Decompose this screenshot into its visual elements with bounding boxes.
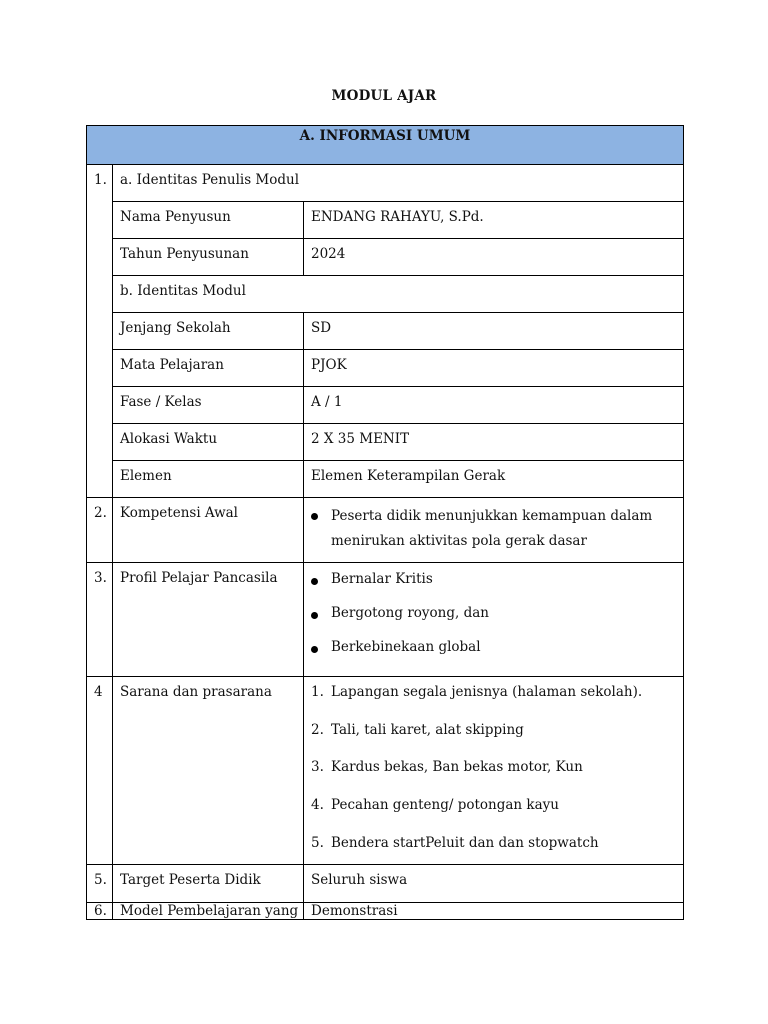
list-item-number: 1. (311, 684, 324, 700)
table-row (87, 165, 684, 202)
table-row (87, 350, 684, 387)
field-value (304, 677, 684, 865)
list-item-number: 4. (311, 797, 324, 813)
list-item-text: Peserta didik menunjukkan kemampuan dalam menirukan aktivitas pola gerak dasar (331, 508, 653, 549)
list-item-number: 5. (311, 835, 324, 851)
table-row (87, 461, 684, 498)
field-value: Elemen Keterampilan Gerak (304, 461, 684, 498)
list-item (311, 835, 683, 863)
row-number: 6. (87, 903, 113, 920)
field-label: Profil Pelajar Pancasila (113, 563, 304, 677)
list-item-text: Berkebinekaan global (331, 639, 481, 655)
list-item (311, 605, 683, 639)
identitas-modul-heading: b. Identitas Modul (113, 276, 684, 313)
list-item-number: 2. (311, 722, 324, 738)
field-value: ENDANG RAHAYU, S.Pd. (304, 202, 684, 239)
list-item (311, 759, 683, 797)
list-item-text: Lapangan segala jenisnya (halaman sekolah). (331, 684, 643, 700)
field-value (304, 563, 684, 677)
field-value: Seluruh siswa (304, 865, 684, 903)
field-label: Mata Pelajaran (113, 350, 304, 387)
field-value: 2024 (304, 239, 684, 276)
list-item-text: Tali, tali karet, alat skipping (331, 722, 524, 738)
bullet-icon (311, 646, 318, 653)
profil-list (311, 571, 683, 669)
table-row (87, 865, 684, 903)
document-title: MODUL AJAR (331, 88, 437, 104)
identitas-penulis-heading: a. Identitas Penulis Modul (113, 165, 684, 202)
table-row (87, 903, 684, 920)
list-item (311, 797, 683, 835)
table-row (87, 387, 684, 424)
table-row (87, 239, 684, 276)
field-value: Demonstrasi (304, 903, 684, 920)
field-value: 2 X 35 MENIT (304, 424, 684, 461)
table-row (87, 313, 684, 350)
list-item-text: Bendera startPeluit dan dan stopwatch (331, 835, 599, 851)
list-item (311, 722, 683, 759)
list-item-number: 3. (311, 759, 324, 775)
field-label: Kompetensi Awal (113, 498, 304, 563)
field-label: Target Peserta Didik (113, 865, 304, 903)
field-label: Alokasi Waktu (113, 424, 304, 461)
list-item (311, 571, 683, 605)
bullet-icon (311, 513, 318, 520)
list-item-text: Bernalar Kritis (331, 571, 433, 587)
list-item (311, 639, 683, 669)
row-number: 5. (87, 865, 113, 903)
field-label: Tahun Penyusunan (113, 239, 304, 276)
row-number: 4 (87, 677, 113, 865)
row-number: 2. (87, 498, 113, 563)
field-label: Fase / Kelas (113, 387, 304, 424)
section-header-text: A. INFORMASI UMUM (299, 128, 471, 144)
field-label: Model Pembelajaran yang (113, 903, 304, 920)
table-row (87, 276, 684, 313)
bullet-icon (311, 578, 318, 585)
table-row (87, 498, 684, 563)
row-number: 3. (87, 563, 113, 677)
table-header-row (87, 126, 684, 165)
field-value: SD (304, 313, 684, 350)
section-header (87, 126, 684, 165)
field-value: A / 1 (304, 387, 684, 424)
bullet-icon (311, 612, 318, 619)
list-item-text: Pecahan genteng/ potongan kayu (331, 797, 559, 813)
field-value (304, 498, 684, 563)
list-item-text: Kardus bekas, Ban bekas motor, Kun (331, 759, 583, 775)
list-item (311, 504, 683, 554)
field-label: Sarana dan prasarana (113, 677, 304, 865)
field-label: Jenjang Sekolah (113, 313, 304, 350)
row-number: 1. (87, 165, 113, 498)
list-item-text: Bergotong royong, dan (331, 605, 489, 621)
field-label: Nama Penyusun (113, 202, 304, 239)
table-row (87, 202, 684, 239)
table-row (87, 563, 684, 677)
informasi-umum-table (86, 125, 684, 920)
field-value: PJOK (304, 350, 684, 387)
field-label: Elemen (113, 461, 304, 498)
sarana-list (311, 684, 683, 863)
list-item (311, 684, 683, 722)
table-row (87, 424, 684, 461)
table-row (87, 677, 684, 865)
kompetensi-list (311, 504, 683, 554)
